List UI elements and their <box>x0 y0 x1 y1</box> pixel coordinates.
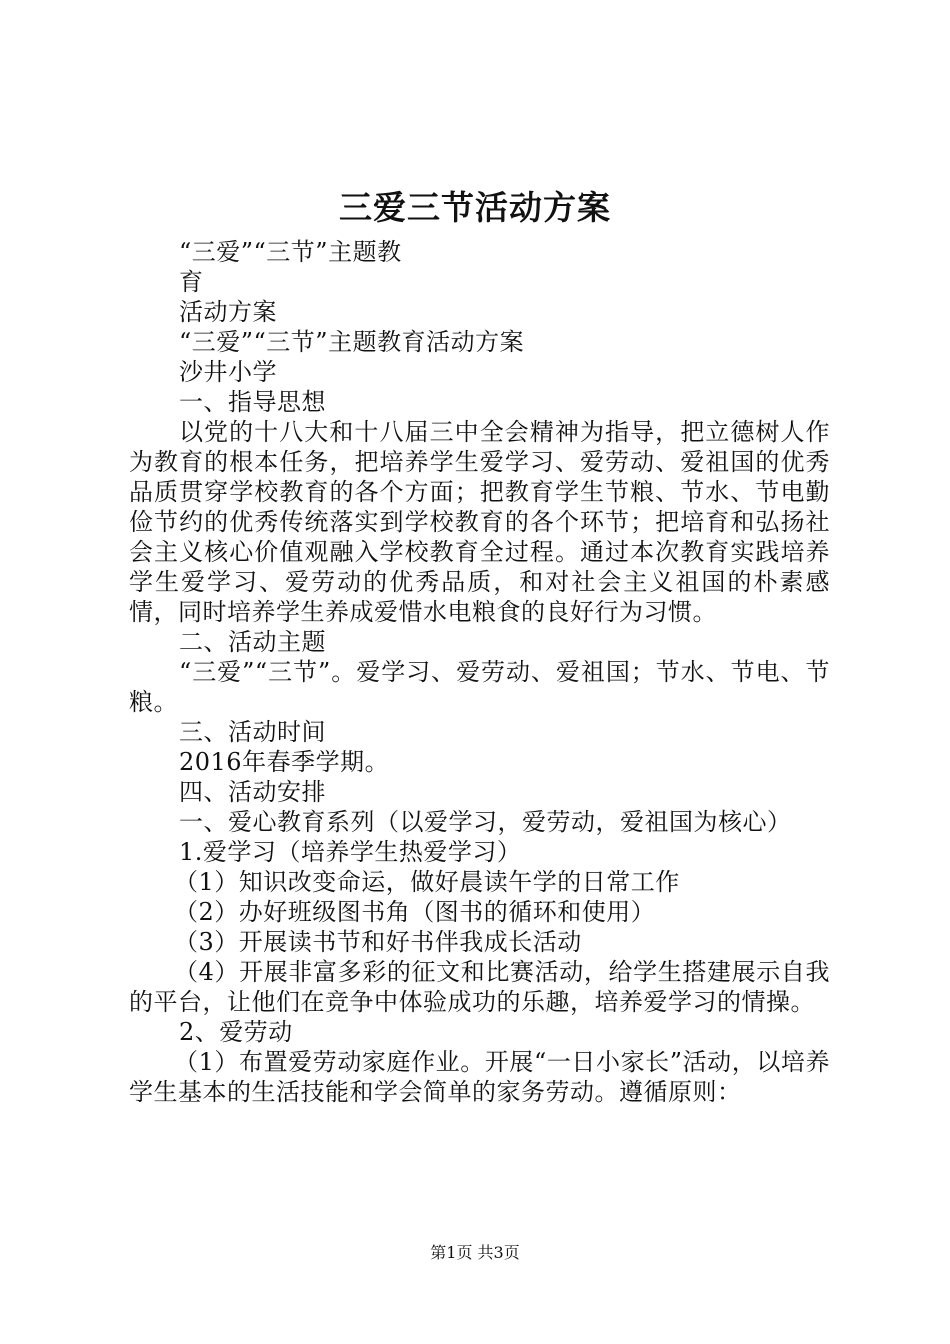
section-heading: 四、活动安排 <box>179 778 326 806</box>
paragraph: 一、爱心教育系列（以爱学习，爱劳动，爱祖国为核心） <box>179 808 792 836</box>
document-body <box>129 237 830 1107</box>
section-heading: 二、活动主题 <box>179 628 326 656</box>
paragraph: 2、爱劳动 <box>179 1018 293 1046</box>
list-item: （1）布置爱劳动家庭作业。开展“一日小家长”活动，以培养学生基本的生活技能和学会简单的家务劳动。遵循原则： <box>129 1048 830 1106</box>
list-item: （4）开展非富多彩的征文和比赛活动，给学生搭建展示自我的平台，让他们在竞争中体验成功的乐趣，培养爱学习的情操。 <box>129 958 830 1016</box>
section-heading: 一、指导思想 <box>179 388 326 416</box>
paragraph: 以党的十八大和十八届三中全会精神为指导，把立德树人作为教育的根本任务，把培养学生爱学习、爱劳动、爱祖国的优秀品质贯穿学校教育的各个方面；把教育学生节粮、节水、节电勤俭节约的优秀传统落实到学校教育的各个环节；把培育和弘扬社会主义核心价值观融入学校教育全过程。通过本次教育实践培养学生爱学习、爱劳动的优秀品质，和对社会主义祖国的朴素感情，同时培养学生养成爱惜水电粮食的良好行为习惯。 <box>129 418 830 626</box>
paragraph: 育 <box>179 268 204 296</box>
document-title: 三爱三节活动方案 <box>339 188 611 227</box>
paragraph: “三爱”“三节”主题教育活动方案 <box>179 328 525 356</box>
list-item: （3）开展读书节和好书伴我成长活动 <box>174 928 582 956</box>
page-footer: 第1页 共3页 <box>430 1243 520 1262</box>
list-item: （1）知识改变命运，做好晨读午学的日常工作 <box>174 868 680 896</box>
list-item: （2）办好班级图书角（图书的循环和使用） <box>174 898 656 926</box>
paragraph: “三爱”“三节”主题教 <box>179 238 402 266</box>
paragraph: “三爱”“三节”。爱学习、爱劳动、爱祖国；节水、节电、节粮。 <box>129 658 830 716</box>
section-heading: 三、活动时间 <box>179 718 326 746</box>
paragraph: 2016年春季学期。 <box>179 748 390 776</box>
paragraph: 沙井小学 <box>179 358 277 386</box>
paragraph: 1.爱学习（培养学生热爱学习） <box>179 838 522 866</box>
paragraph: 活动方案 <box>179 298 277 326</box>
